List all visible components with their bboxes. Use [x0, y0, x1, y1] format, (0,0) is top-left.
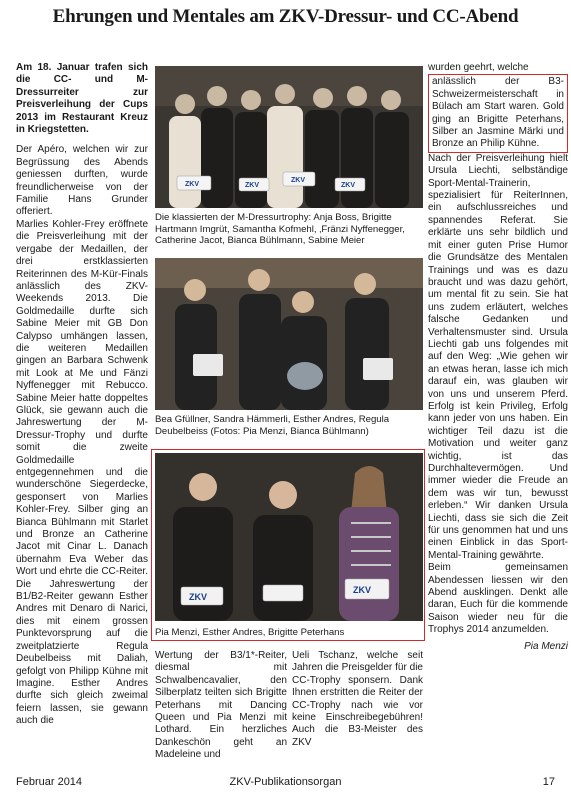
author-signoff: Pia Menzi — [524, 640, 568, 652]
paragraph-sponsors: Ueli Tschanz, welche seit Jahren die Preisgelder für die CC-Trophy sponsern. Dank Ihnen erstritten die Reiter der CC-Trophy nach wie vor keine Einschreibegebühren! Auch die B3-Meister des ZKV — [292, 650, 423, 748]
paragraph-apero: Der Apéro, welchen wir zur Begrüssung des Abends geniessen durften, wurde freundlicherweise von der Familie Hans Grunder offeriert. — [16, 144, 148, 218]
blanket-logo: ZKV — [245, 182, 259, 189]
article-title: Ehrungen und Mentales am ZKV-Dressur- und CC-Abend — [52, 6, 519, 27]
blanket-logo: ZKV — [353, 585, 371, 595]
paragraph-mental-training: Nach der Preisverleihung hielt Ursula Liechti, selbständige Sport-Mental-Trainerin, spezialisiert für ReiterInnen, ein aufschlussreiches und spannendes Referat. Sie erklärte uns sehr bildlich und mit einer guten Prise Humor die Grundsätze des Mentalen Trainings und was es dazu braucht und was dazu gehört, um mental fit zu sein. Sie hat uns zudem erläutert, welches falsche Gedanken und Verhaltensmuster sind. Ursula Liechti gab uns folgendes mit auf den Weg: „Wie gehen wir an etwas heran, lasse ich mich darauf ein, was glauben wir von uns und unserem Pferd. Erfolg ist kein Privileg, Erfolg kann jeder von uns haben. Ein wichtiger Teil dazu ist die Motivation und weiter ganz wichtig, ist das Durchhaltevermögen. Und immer wieder die Freude an dem was wir tun, bewusst erleben.“ Wir danken Ursula Liechti, dass sie sich die Zeit für uns genommen hat und uns einen Einblick in das Sport-Mental-Training gewährte. — [428, 152, 568, 561]
footer-publication: ZKV-Publikationsorgan — [229, 776, 342, 788]
page-number: 17 — [542, 776, 555, 788]
caption-photo-1: Die klassierten der M-Dressurtrophy: Anja Boss, Brigitte Hartmann Imgrüt, Samantha Kofmehl, ‚Fränzi Nyffenegger, Catherine Jacot, Bianca Bühlmann, Sabine Meier — [155, 212, 405, 247]
paragraph-awards: Marlies Kohler-Frey eröffnete die Preisverleihung mit der vergabe der Medaillen, der drei erstklassierten Reiterinnen des M-Kür-Finals anlässlich des ZKV-Weekends 2013. Die Goldmedaille durfte sich Sabine Meier mit GB Don Calypso umhängen lassen, die weiteren Medaillen gingen an Barbara Schwenk mit Look at Me und Fänzi Nyffenegger mit Rebucco. Sabine Meier hatte doppeltes Glück, sie gewann auch die Jahreswertung der M-Dressur-Trophy und durfte somit die zweite Goldmedaille entgegennehmen und die wunderschöne Siegerdecke, gesponsert von Marlies Kohler-Frey. Silber ging an Bianca Bühlmann mit Starlet und Bronze an Catherine Jacot mit Cinar L. Danach übernahm Eva Weber das Wort und ehrte die CC-Reiter. Die Jahreswertung der B1/B2-Reiter gewann Esther Andres mit Denaro di Narici, dies mit einem grossen Punktevorsprung auf die zweitplatzierte Regula Deubelbeiss mit Daliah, gefolgt von Philipp Kühne mit Imagine. Esther Andres durfte sich gleich zweimal feiern lassen, sie gewann auch die — [16, 218, 148, 727]
blanket-logo: ZKV — [185, 181, 199, 188]
blanket-logo: ZKV — [341, 182, 355, 189]
blanket-logo: ZKV — [291, 177, 305, 184]
footer-date: Februar 2014 — [16, 776, 83, 788]
caption-photo-2: Bea Gfüllner, Sandra Hämmerli, Esther Andres, Regula Deubelbeiss (Fotos: Pia Menzi, Bianca Bühlmann) — [155, 414, 390, 437]
photo-m-dressur-trophy — [155, 66, 423, 208]
column-right — [428, 62, 568, 653]
highlight-box-photo — [151, 449, 425, 641]
blanket-logo: ZKV — [189, 592, 207, 602]
paragraph-b3-intro: wurden geehrt, welche — [428, 62, 529, 73]
lead-paragraph: Am 18. Januar trafen sich die CC- und M-Dressurreiter zur Preisverleihung der Cups 2013 im Restaurant Kreuz in Kriegstetten. — [16, 62, 148, 136]
caption-photo-3: Pia Menzi, Esther Andres, Brigitte Peterhans — [155, 627, 345, 638]
column-left — [16, 62, 148, 728]
photo-cc-trophy — [155, 258, 423, 410]
paragraph-b3-wertung: Wertung der B3/1*-Reiter, diesmal mit Schwalbencavalier, den Silberplatz teilten sich Brigitte Peterhans mit Dancing Queen und Pia Menzi mit Lothard. Ein herzliches Dankeschön geht an Madeleine und — [155, 650, 287, 761]
paragraph-dinner: Beim gemeinsamen Abendessen liessen wir den Abend ausklingen. Denkt alle daran, Euch für die kommende Saison wieder neu für die Trophys 2014 anzumelden. — [428, 562, 568, 636]
highlight-box-text: anlässlich der B3-Schweizermeisterschaft in Bülach am Start waren. Gold ging an Brigitte Peterhans, Silber an Jasmine Märki und Bronze an Philip Kühne. — [428, 74, 568, 152]
